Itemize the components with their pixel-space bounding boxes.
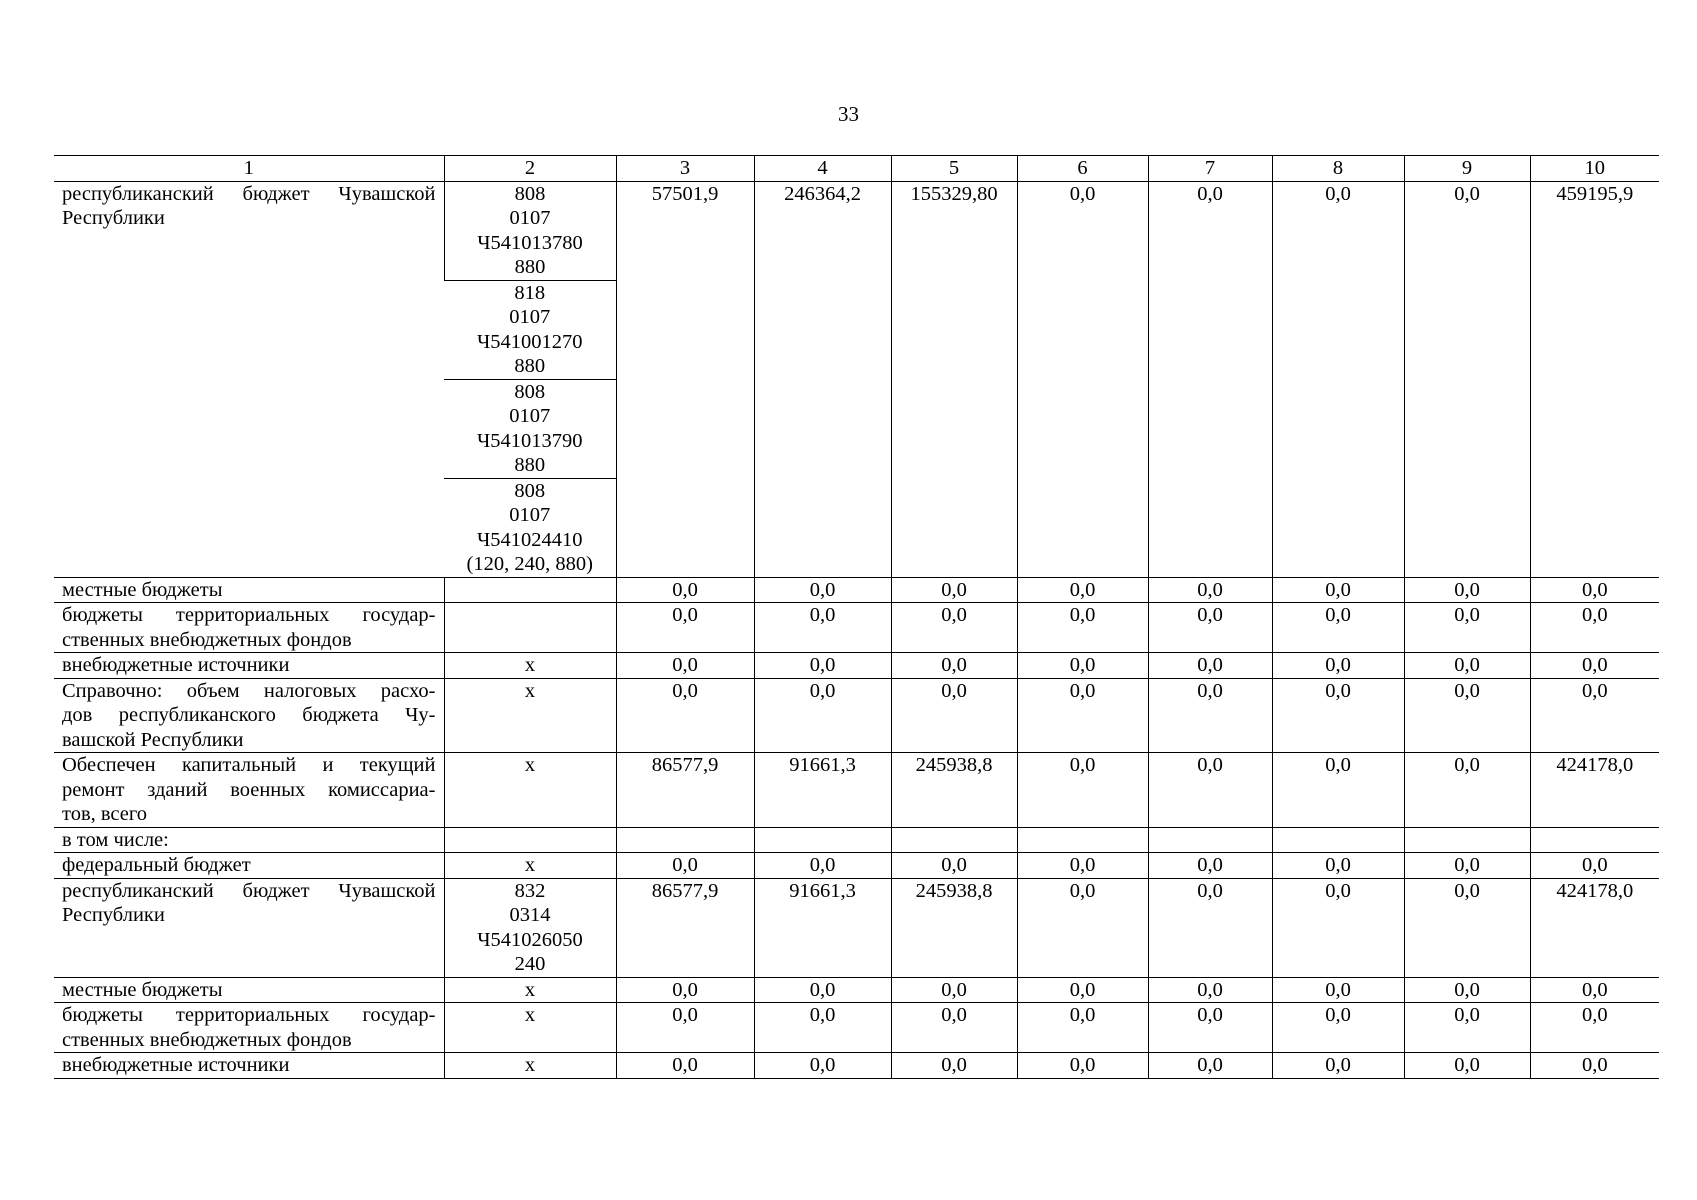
value-cell: 0,0 [1017,753,1148,828]
value-cell: 86577,9 [616,753,754,828]
code-line: 808 [514,182,546,205]
row-description [54,181,444,577]
value-cell: 0,0 [1530,853,1659,879]
description-line: внебюджетные источники [62,654,290,676]
description-line: дов республиканского бюджета Чу- [62,704,436,726]
description-line: Обеспечен капитальный и текущий [62,754,436,776]
value-cell: 0,0 [891,577,1017,603]
value-cell: 0,0 [754,1053,891,1079]
value-cell: 0,0 [754,853,891,879]
value-cell: 0,0 [1017,181,1148,577]
value-cell: 0,0 [1272,577,1404,603]
description-line: Справочно: объем налоговых расхо- [62,679,436,702]
value-cell: 0,0 [1404,853,1530,879]
value-cell: 0,0 [1148,678,1272,753]
code-line: 818 [514,281,546,304]
value-cell: 0,0 [1530,678,1659,753]
value-cell: 0,0 [1272,977,1404,1003]
budget-code-cell [444,577,616,603]
table-header-row [54,156,1659,182]
value-cell: 0,0 [1272,678,1404,753]
value-cell: 0,0 [891,1053,1017,1079]
budget-code-cell [444,181,616,280]
row-description [54,678,444,753]
value-cell: 0,0 [1404,678,1530,753]
budget-code-cell: х [444,1003,616,1053]
value-cell: 0,0 [616,653,754,679]
value-cell: 0,0 [1530,577,1659,603]
code-line: Ч541026050 [477,928,583,951]
table-row [54,181,1659,280]
value-cell: 459195,9 [1530,181,1659,577]
value-cell: 0,0 [1404,977,1530,1003]
value-cell: 0,0 [1148,653,1272,679]
budget-code-cell: х [444,1053,616,1079]
value-cell: 0,0 [1017,878,1148,977]
value-cell: 0,0 [616,603,754,653]
row-description [54,603,444,653]
value-cell: 0,0 [754,678,891,753]
header-cell: 10 [1530,156,1659,182]
budget-code-cell [444,878,616,977]
code-line: 832 [514,879,546,902]
description-line: бюджеты территориальных государ- [62,604,436,626]
value-cell: 0,0 [1272,853,1404,879]
value-cell: 0,0 [1272,878,1404,977]
value-cell: 0,0 [754,603,891,653]
code-line: Ч541013780 [477,231,583,254]
value-cell: 0,0 [1148,853,1272,879]
value-cell [891,827,1017,853]
value-cell: 0,0 [1148,1053,1272,1079]
row-description [54,878,444,977]
budget-code-cell: х [444,753,616,828]
value-cell: 0,0 [891,1003,1017,1053]
value-cell: 0,0 [1017,653,1148,679]
row-description [54,577,444,603]
description-line: вашской Республики [62,728,244,751]
code-line: 0314 [509,904,551,926]
header-cell: 6 [1017,156,1148,182]
description-line: федеральный бюджет [62,854,251,876]
value-cell: 246364,2 [754,181,891,577]
value-cell: 0,0 [1017,603,1148,653]
table-row [54,878,1659,977]
description-line: республиканский бюджет Чувашской [62,182,436,205]
value-cell: 0,0 [1272,653,1404,679]
value-cell: 0,0 [1404,577,1530,603]
description-line: местные бюджеты [62,578,223,601]
row-description [54,853,444,879]
value-cell: 57501,9 [616,181,754,577]
value-cell: 0,0 [891,977,1017,1003]
value-cell: 424178,0 [1530,753,1659,828]
header-cell: 9 [1404,156,1530,182]
value-cell: 0,0 [1404,603,1530,653]
code-line: Ч541013790 [476,429,583,452]
page-number: 33 [838,102,859,126]
value-cell: 0,0 [1017,1053,1148,1079]
value-cell: 245938,8 [891,753,1017,828]
description-line: местные бюджеты [62,978,223,1001]
budget-table [54,155,1659,1079]
code-line: 0107 [509,207,551,229]
table-row [54,827,1659,853]
value-cell: 0,0 [616,1053,754,1079]
value-cell: 0,0 [891,678,1017,753]
table-row [54,1003,1659,1053]
value-cell: 0,0 [1017,678,1148,753]
budget-code-cell: х [444,853,616,879]
value-cell: 0,0 [1017,577,1148,603]
table-row [54,753,1659,828]
value-cell: 0,0 [1404,181,1530,577]
value-cell [1017,827,1148,853]
code-line: 880 [514,256,546,278]
row-description [54,753,444,828]
budget-code-cell [444,280,616,379]
code-line: 880 [514,454,546,476]
budget-code-cell [444,827,616,853]
table-row [54,977,1659,1003]
value-cell: 0,0 [754,977,891,1003]
description-line: Республики [62,904,165,926]
row-description [54,1053,444,1079]
value-cell: 91661,3 [754,753,891,828]
value-cell: 0,0 [1017,977,1148,1003]
row-description [54,827,444,853]
table-row [54,1053,1659,1079]
code-line: 0107 [509,306,551,328]
value-cell: 0,0 [616,977,754,1003]
value-cell: 0,0 [1530,653,1659,679]
value-cell: 0,0 [616,678,754,753]
value-cell: 0,0 [754,1003,891,1053]
value-cell: 0,0 [1530,1053,1659,1079]
budget-code-cell: х [444,653,616,679]
value-cell: 0,0 [1530,977,1659,1003]
value-cell: 0,0 [1017,1003,1148,1053]
value-cell: 0,0 [1272,753,1404,828]
header-cell: 7 [1148,156,1272,182]
value-cell: 0,0 [1272,603,1404,653]
value-cell [1148,827,1272,853]
value-cell: 0,0 [1148,878,1272,977]
value-cell: 0,0 [891,603,1017,653]
header-cell: 1 [54,156,444,182]
budget-code-cell: х [444,977,616,1003]
description-line: бюджеты территориальных государ- [62,1004,436,1026]
value-cell: 0,0 [616,1003,754,1053]
description-line: республиканский бюджет Чувашской [62,879,436,902]
value-cell: 0,0 [891,853,1017,879]
code-line: 0107 [509,504,551,526]
header-cell: 8 [1272,156,1404,182]
value-cell: 0,0 [1404,753,1530,828]
code-line: (120, 240, 880) [466,553,593,575]
value-cell [754,827,891,853]
table-row [54,853,1659,879]
value-cell: 0,0 [616,577,754,603]
value-cell: 0,0 [754,577,891,603]
code-line: Ч541024410 [476,528,583,551]
row-description [54,977,444,1003]
code-line: Ч541001270 [476,330,583,353]
code-line: 240 [514,953,546,975]
code-line: 808 [514,380,546,403]
description-line: внебюджетные источники [62,1054,290,1076]
header-cell: 4 [754,156,891,182]
value-cell: 245938,8 [891,878,1017,977]
value-cell: 424178,0 [1530,878,1659,977]
header-cell: 2 [444,156,616,182]
value-cell: 91661,3 [754,878,891,977]
value-cell: 0,0 [1148,753,1272,828]
table-row [54,653,1659,679]
code-line: 808 [514,479,546,502]
table-row [54,603,1659,653]
description-line: тов, всего [62,803,148,825]
value-cell: 0,0 [1148,181,1272,577]
row-description [54,1003,444,1053]
value-cell: 0,0 [1148,977,1272,1003]
value-cell: 0,0 [891,653,1017,679]
budget-code-cell: х [444,678,616,753]
description-line: Республики [62,207,165,229]
value-cell: 0,0 [1272,181,1404,577]
table-row [54,678,1659,753]
value-cell: 0,0 [1272,1053,1404,1079]
value-cell [1272,827,1404,853]
header-cell: 3 [616,156,754,182]
value-cell: 0,0 [1404,1053,1530,1079]
value-cell: 0,0 [754,653,891,679]
value-cell: 0,0 [1148,577,1272,603]
table-row [54,577,1659,603]
value-cell: 0,0 [1017,853,1148,879]
value-cell: 0,0 [616,853,754,879]
value-cell: 86577,9 [616,878,754,977]
code-line: 0107 [509,405,551,427]
budget-code-cell [444,478,616,577]
value-cell: 0,0 [1404,1003,1530,1053]
description-line: ственных внебюджетных фондов [62,628,352,651]
value-cell: 0,0 [1272,1003,1404,1053]
description-line: ремонт зданий военных комиссариа- [62,778,436,801]
budget-code-cell [444,603,616,653]
row-description [54,653,444,679]
value-cell: 0,0 [1404,653,1530,679]
value-cell: 0,0 [1530,1003,1659,1053]
value-cell: 0,0 [1148,603,1272,653]
header-cell: 5 [891,156,1017,182]
description-line: ственных внебюджетных фондов [62,1028,352,1051]
value-cell: 0,0 [1404,878,1530,977]
budget-code-cell [444,379,616,478]
value-cell [1530,827,1659,853]
value-cell: 155329,80 [891,181,1017,577]
value-cell [1404,827,1530,853]
value-cell: 0,0 [1530,603,1659,653]
value-cell [616,827,754,853]
value-cell: 0,0 [1148,1003,1272,1053]
description-line: в том числе: [62,828,169,851]
code-line: 880 [514,355,546,377]
